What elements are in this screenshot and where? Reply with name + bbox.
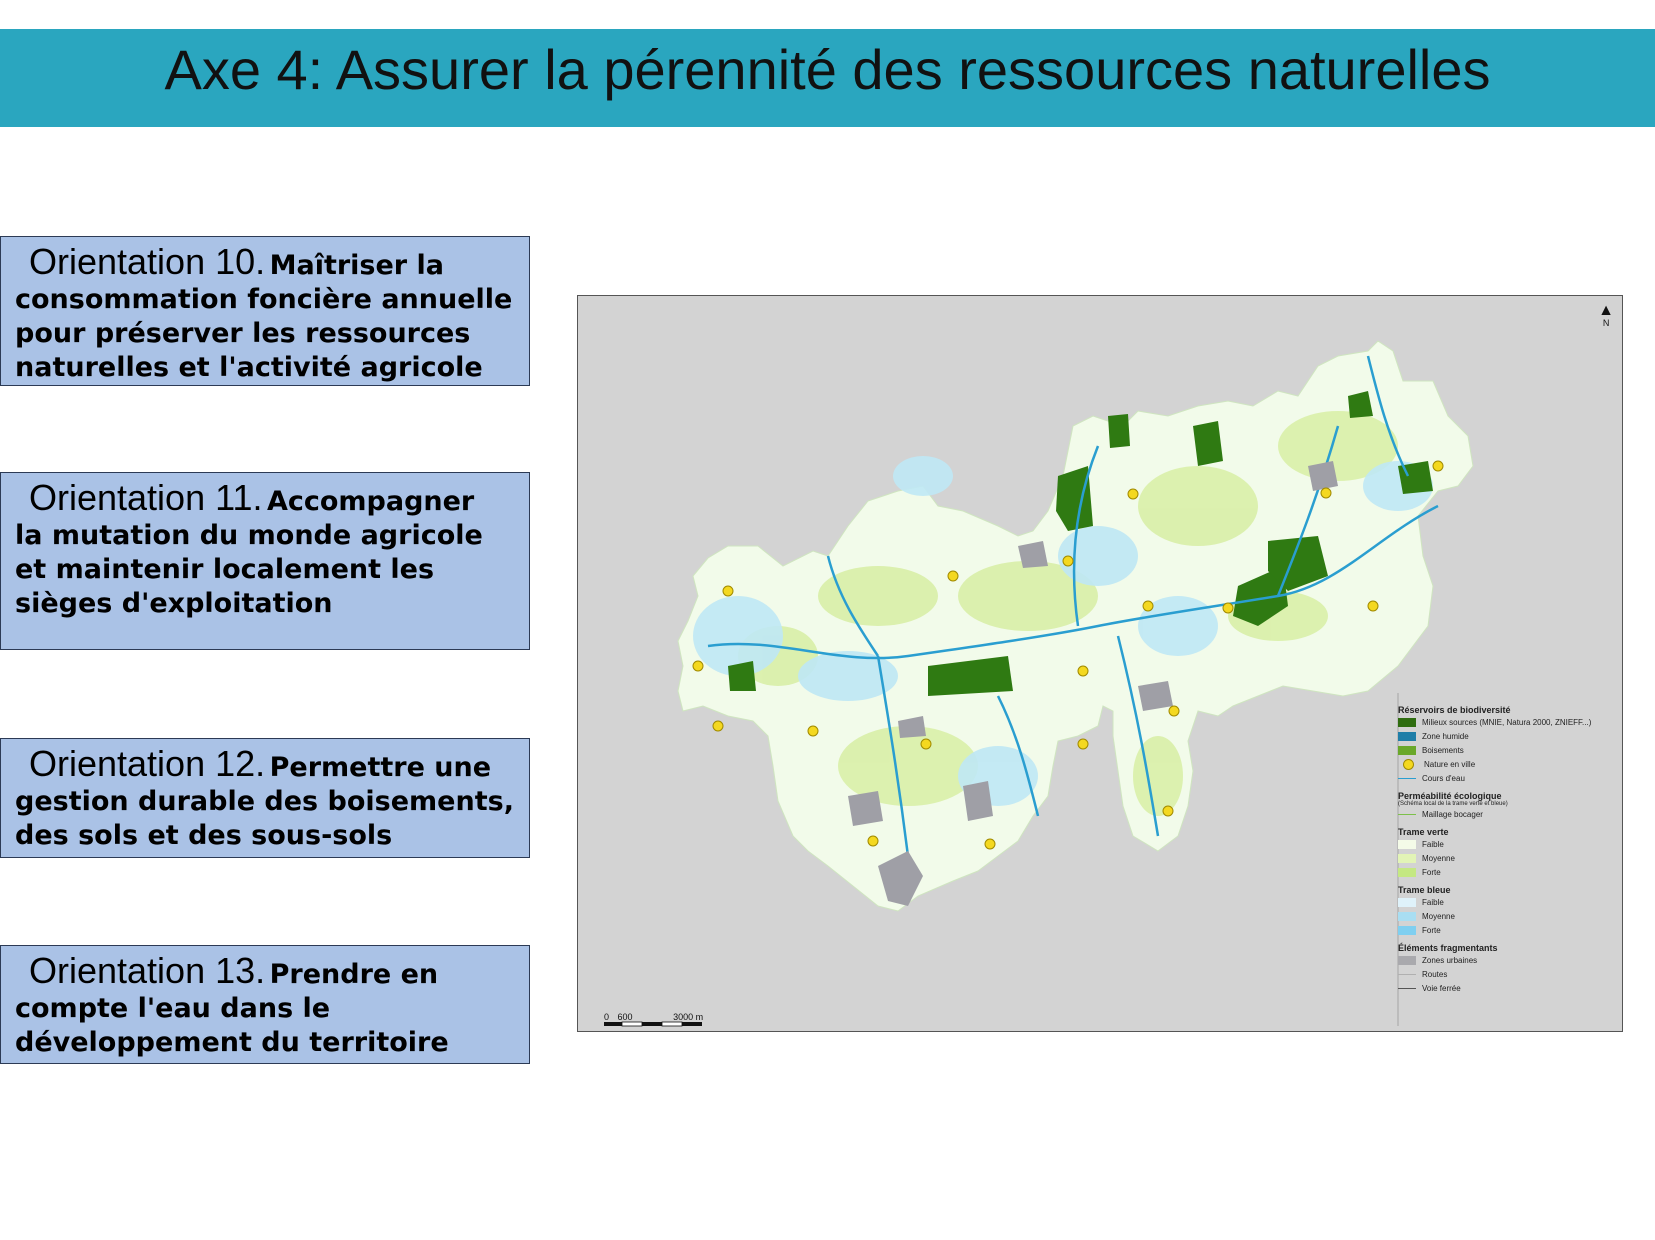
legend-swatch	[1398, 898, 1416, 907]
green-blue-network-map	[577, 295, 1623, 1032]
legend-swatch	[1398, 956, 1416, 965]
legend-section-title: Réservoirs de biodiversité	[1398, 705, 1511, 715]
scale-end: 3000 m	[673, 1012, 704, 1022]
scale-start: 0	[604, 1012, 610, 1022]
legend-line	[1398, 778, 1416, 779]
legend-item	[1398, 729, 1608, 743]
legend-label: Zones urbaines	[1422, 955, 1478, 965]
legend-label: Forte	[1422, 867, 1441, 877]
orientation-text: gestion durable des boisements, des sols et des sous-sols	[15, 786, 514, 851]
legend-section-title: Perméabilité écologique	[1398, 791, 1502, 801]
legend-label: Milieux sources (MNIE, Natura 2000, ZNIEFF...)	[1422, 717, 1592, 727]
orientation-heading: Orientation 12.	[29, 743, 266, 784]
legend-label: Moyenne	[1422, 853, 1455, 863]
legend-label: Zone humide	[1422, 731, 1469, 741]
legend-label: Cours d'eau	[1422, 773, 1465, 783]
legend-line	[1398, 974, 1416, 975]
legend-item	[1398, 967, 1608, 981]
legend-label: Boisements	[1422, 745, 1464, 755]
legend-swatch	[1398, 840, 1416, 849]
legend-item	[1398, 743, 1608, 757]
orientation-11-box	[0, 472, 530, 650]
legend-line	[1398, 814, 1416, 815]
orientation-lead: Prendre en	[269, 959, 439, 990]
legend-label: Nature en ville	[1424, 759, 1476, 769]
legend-item	[1398, 865, 1608, 879]
legend-item	[1398, 757, 1608, 771]
legend-item	[1398, 923, 1608, 937]
legend-item	[1398, 715, 1608, 729]
orientation-text: compte l'eau dans le développement du territoire	[15, 993, 449, 1058]
orientation-text: la mutation du monde agricole et maintenir localement les sièges d'exploitation	[15, 520, 483, 619]
legend-item	[1398, 771, 1608, 785]
legend-item	[1398, 851, 1608, 865]
legend-section-title: Trame bleue	[1398, 885, 1451, 895]
legend-label: Routes	[1422, 969, 1448, 979]
scale-bar-graphic	[604, 1022, 702, 1026]
map-legend	[1398, 699, 1608, 995]
orientation-heading: Orientation 10.	[29, 241, 266, 282]
legend-item	[1398, 837, 1608, 851]
legend-swatch	[1398, 868, 1416, 877]
page-title: Axe 4: Assurer la pérennité des ressources naturelles	[164, 38, 1491, 101]
legend-swatch	[1398, 732, 1416, 741]
orientation-text: consommation foncière annuelle pour préserver les ressources naturelles et l'activité agricole	[15, 284, 513, 383]
legend-label: Voie ferrée	[1422, 983, 1461, 993]
legend-section-subtitle: (Schéma local de la trame verte et bleue)	[1398, 801, 1508, 807]
legend-dot-icon	[1403, 759, 1414, 770]
orientation-heading: Orientation 13.	[29, 950, 266, 991]
legend-item	[1398, 895, 1608, 909]
scale-bar	[604, 1012, 703, 1022]
orientation-lead: Permettre une	[269, 752, 492, 783]
orientation-10-box	[0, 236, 530, 386]
legend-section-title: Trame verte	[1398, 827, 1449, 837]
north-label: N	[1602, 318, 1610, 328]
orientation-heading: Orientation 11.	[29, 477, 263, 518]
legend-swatch	[1398, 926, 1416, 935]
legend-label: Faible	[1422, 839, 1444, 849]
legend-section-title: Éléments fragmentants	[1398, 943, 1498, 953]
legend-label: Maillage bocager	[1422, 809, 1483, 819]
legend-swatch	[1398, 746, 1416, 755]
orientation-lead: Maîtriser la	[269, 250, 445, 281]
north-arrow: ▲ N	[1598, 302, 1614, 328]
legend-label: Faible	[1422, 897, 1444, 907]
scale-mid: 600	[617, 1012, 633, 1022]
legend-label: Forte	[1422, 925, 1441, 935]
legend-item	[1398, 909, 1608, 923]
legend-item	[1398, 981, 1608, 995]
legend-swatch	[1398, 912, 1416, 921]
legend-label: Moyenne	[1422, 911, 1455, 921]
legend-line	[1398, 988, 1416, 989]
legend-swatch	[1398, 718, 1416, 727]
orientation-12-box	[0, 738, 530, 858]
orientation-13-box	[0, 945, 530, 1064]
orientation-lead: Accompagner	[266, 486, 475, 517]
legend-item	[1398, 807, 1608, 821]
legend-swatch	[1398, 854, 1416, 863]
legend-item	[1398, 953, 1608, 967]
title-banner	[0, 29, 1655, 127]
